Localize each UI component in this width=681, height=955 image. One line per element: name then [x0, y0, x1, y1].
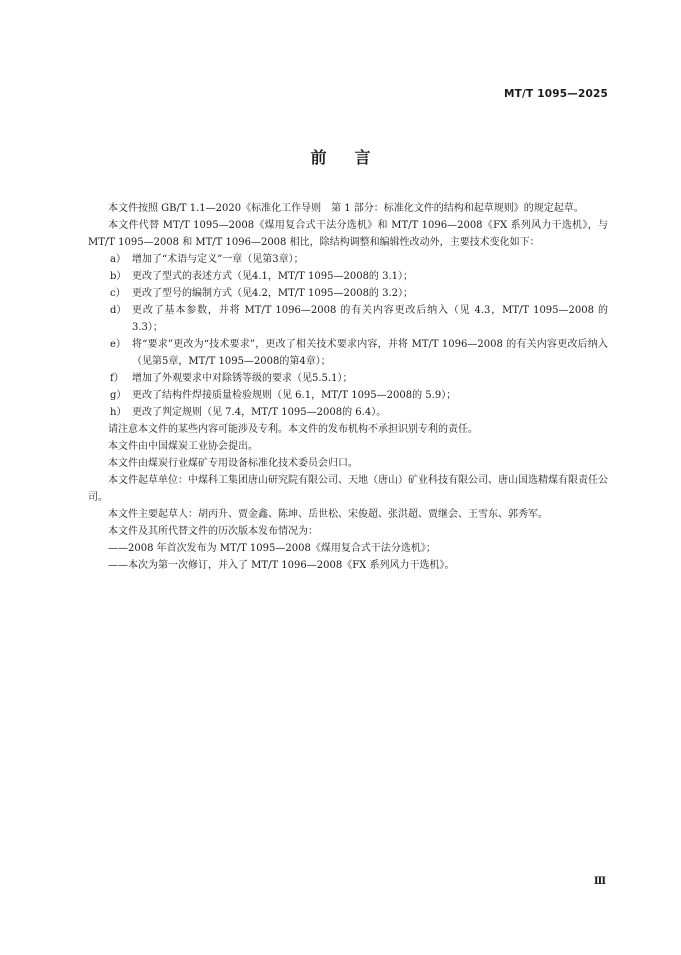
history-item: ——2008 年首次发布为 MT/T 1095—2008《煤用复合式干法分选机》；: [108, 543, 436, 554]
list-item: [88, 302, 608, 336]
list-text: 增加了“术语与定义”一章（见第3章）；: [132, 254, 304, 265]
list-marker: f）: [110, 373, 124, 384]
paragraph-drafting-units: 本文件起草单位：中煤科工集团唐山研究院有限公司、天地（唐山）矿业科技有限公司、唐山国选精煤有限责任公司。: [88, 475, 608, 503]
standard-code: MT/T 1095—2025: [503, 88, 608, 100]
list-item: [88, 268, 608, 285]
paragraph-replacement: 本文件代替 MT/T 1095—2008《煤用复合式干法分选机》和 MT/T 1096—2008《FX 系列风力干选机》，与 MT/T 1095—2008 和 MT/T 1096—2008 相比，除结构调整和编辑性改动外，主要技术变化如下：: [88, 220, 608, 248]
list-text: 更改了结构件焊接质量检验规则（见 6.1，MT/T 1095—2008的 5.9）；: [132, 390, 457, 401]
list-text: 更改了型式的表述方式（见4.1，MT/T 1095—2008的 3.1）；: [132, 271, 414, 282]
paragraph-proposer: 本文件由中国煤炭工业协会提出。: [108, 441, 258, 452]
list-text: 增加了外观要求中对除锈等级的要求（见5.5.1）；: [132, 373, 353, 384]
paragraph-committee: 本文件由煤炭行业煤矿专用设备标准化技术委员会归口。: [108, 458, 358, 469]
paragraph-history-intro: 本文件及其所代替文件的历次版本发布情况为：: [108, 526, 318, 537]
list-item: [88, 285, 608, 302]
foreword-body: [88, 200, 608, 574]
list-marker: c）: [110, 288, 126, 299]
list-marker: b）: [110, 271, 127, 282]
changes-list: [88, 251, 608, 421]
list-item: [88, 251, 608, 268]
list-item: [88, 370, 608, 387]
list-item: [88, 336, 608, 370]
list-marker: g）: [110, 390, 127, 401]
list-marker: d）: [110, 305, 127, 316]
paragraph-patent-notice: 请注意本文件的某些内容可能涉及专利。本文件的发布机构不承担识别专利的责任。: [108, 424, 478, 435]
list-marker: e）: [110, 339, 126, 350]
list-marker: h）: [110, 407, 127, 418]
list-item: [88, 404, 608, 421]
paragraph-drafters: 本文件主要起草人：胡丙升、贾金鑫、陈坤、岳世松、宋俊超、张洪超、贾继会、王雪东、郭秀军。: [108, 509, 548, 520]
history-item: ——本次为第一次修订，并入了 MT/T 1096—2008《FX 系列风力干选机》。: [108, 560, 455, 571]
list-item: [88, 387, 608, 404]
page-title: 前言: [310, 148, 399, 167]
list-text: 将“要求”更改为“技术要求”，更改了相关技术要求内容，并将 MT/T 1096—2008 的有关内容更改后纳入（见第5章，MT/T 1095—2008的第4章）；: [132, 339, 608, 367]
list-marker: a）: [110, 254, 126, 265]
page-number: Ⅲ: [593, 876, 606, 887]
paragraph-drafting-rules: 本文件按照 GB/T 1.1—2020《标准化工作导则 第 1 部分：标准化文件的结构和起草规则》的规定起草。: [108, 203, 584, 214]
list-text: 更改了型号的编制方式（见4.2，MT/T 1095—2008的 3.2）；: [132, 288, 414, 299]
list-text: 更改了判定规则（见 7.4，MT/T 1095—2008的 6.4）。: [132, 407, 387, 418]
list-text: 更改了基本参数，并将 MT/T 1096—2008 的有关内容更改后纳入（见 4.3，MT/T 1095—2008 的3.3）；: [132, 305, 608, 333]
